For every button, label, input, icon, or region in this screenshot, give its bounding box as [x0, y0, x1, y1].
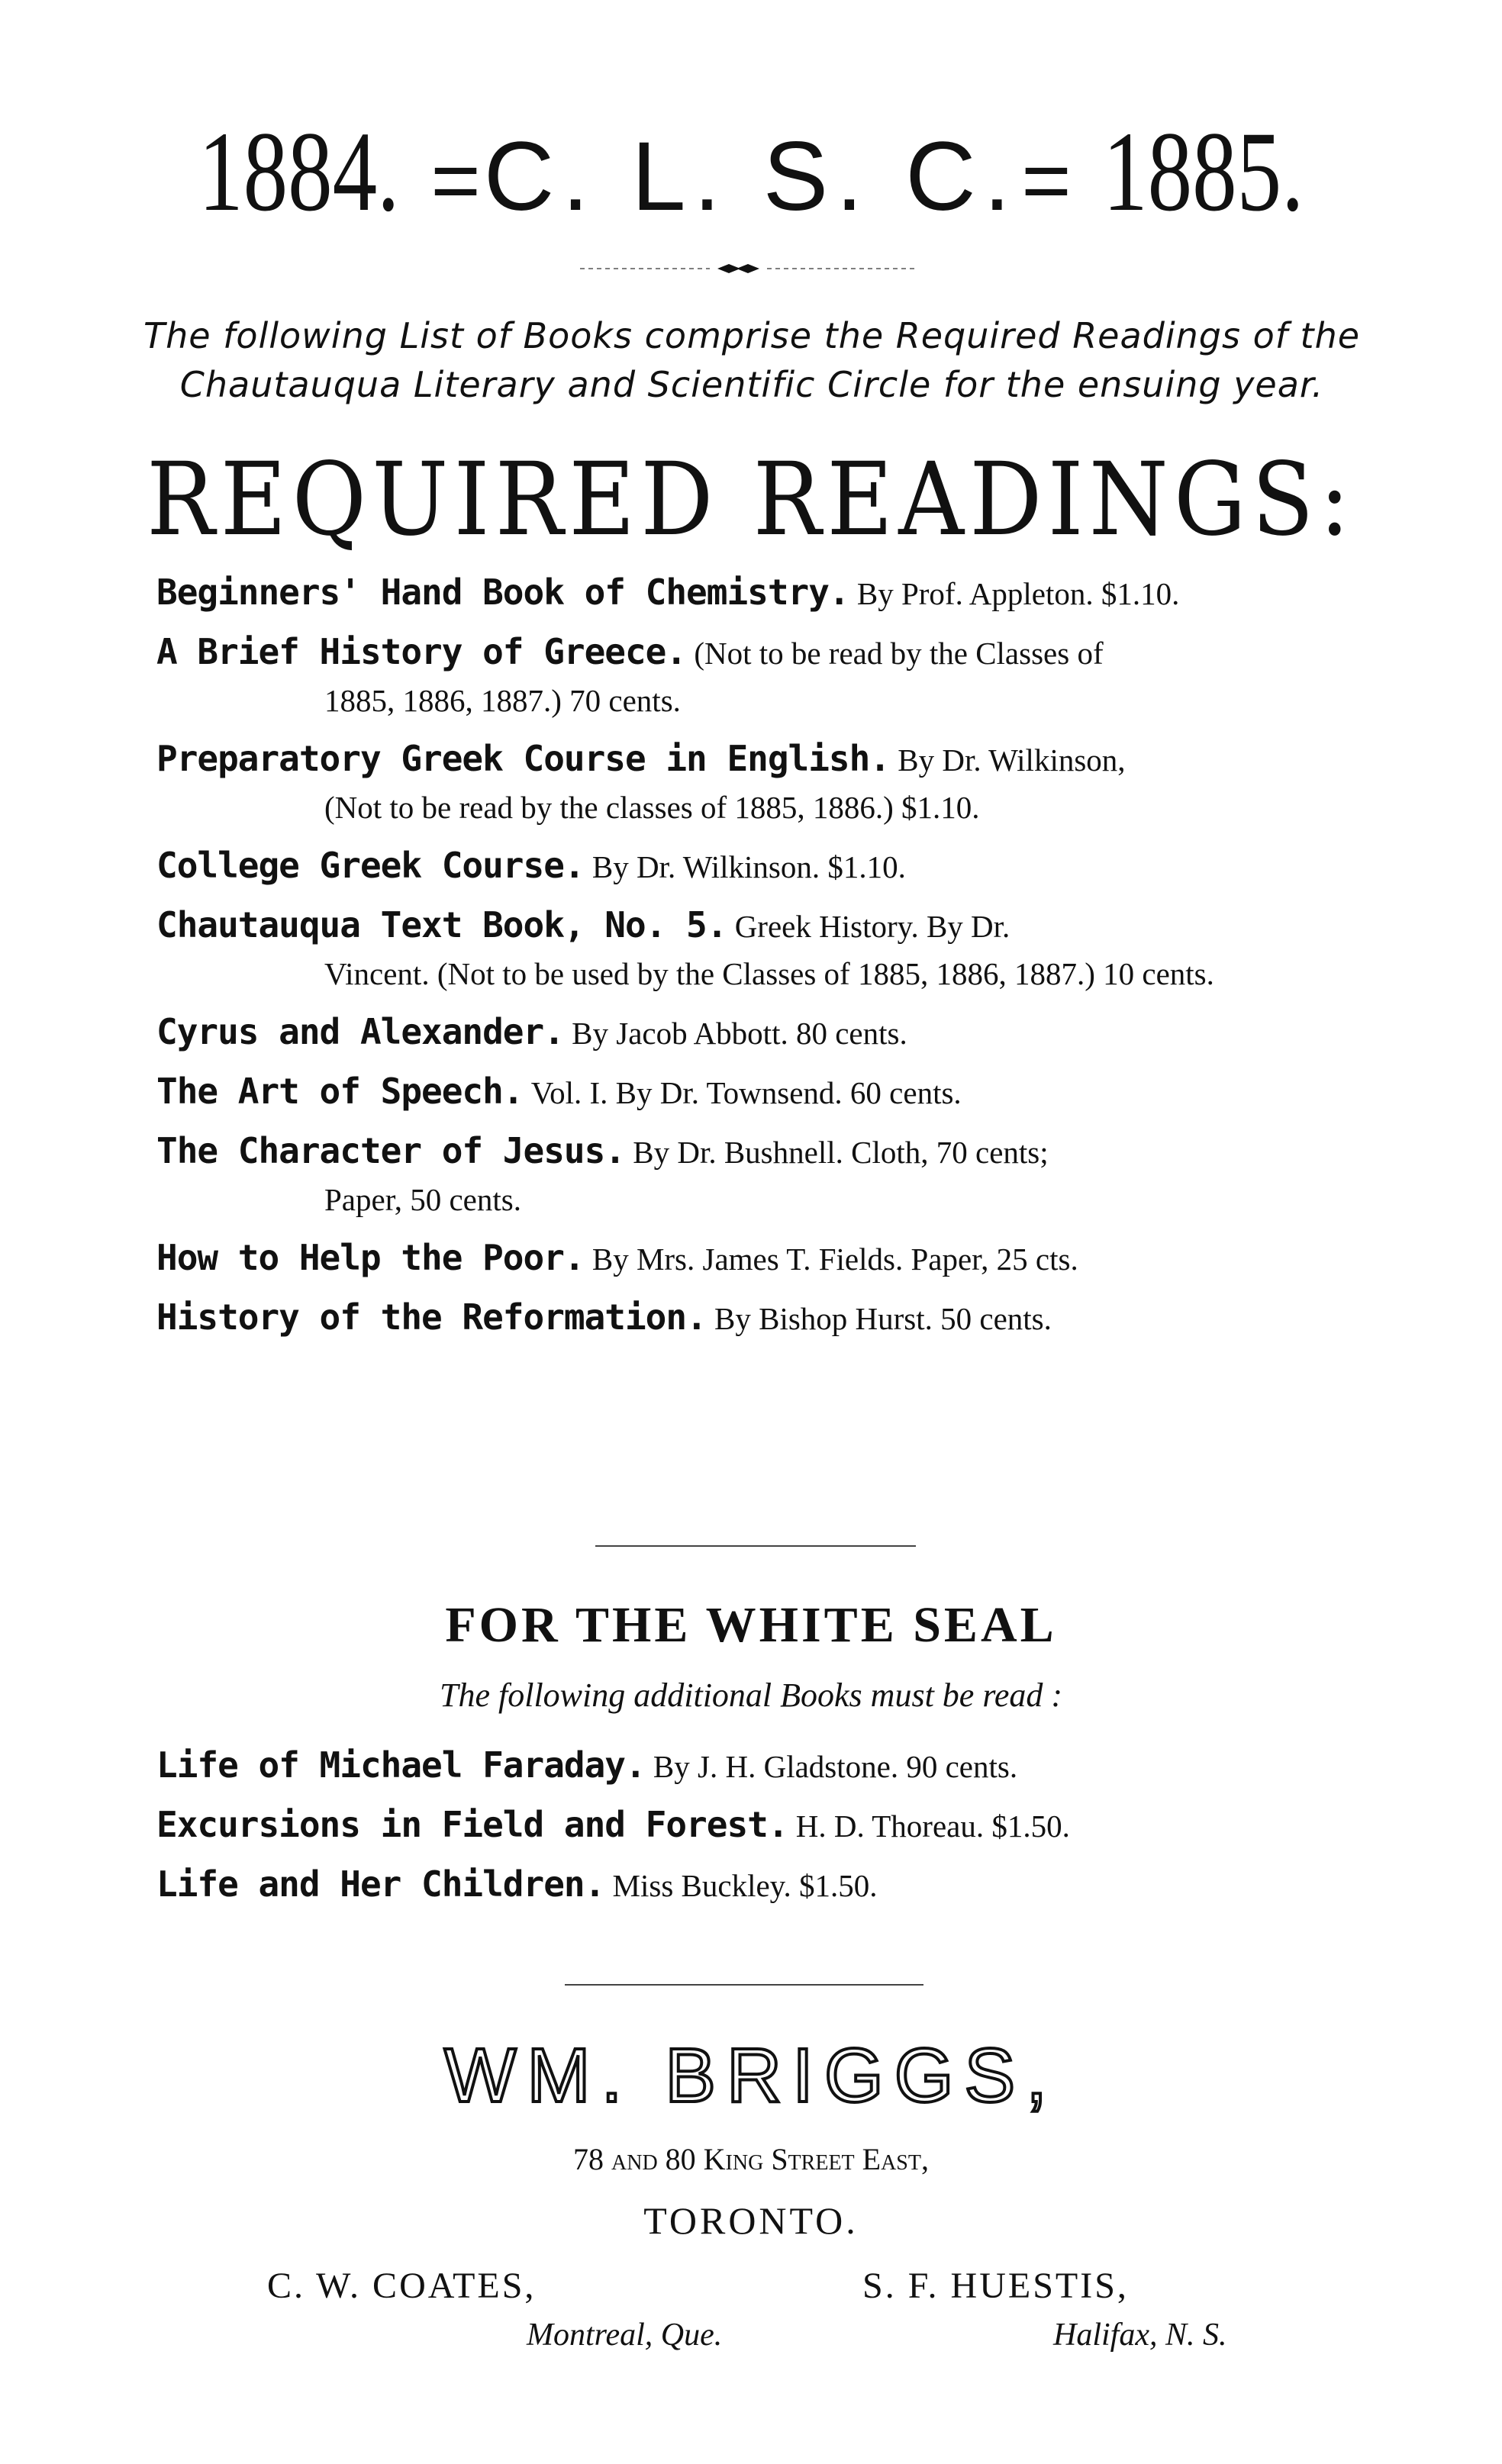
book-details: H. D. Thoreau. $1.50. [795, 1809, 1070, 1844]
publisher-name [0, 2030, 1502, 2121]
book-details: Greek History. By Dr. [734, 909, 1010, 944]
book-title: Excursions in Field and Forest. [156, 1804, 788, 1845]
intro-text [137, 311, 1366, 409]
header-year-start: 1884. [198, 108, 400, 235]
header-society: C. L. S. C. [483, 122, 1019, 231]
book-entry [156, 1860, 1370, 1909]
book-title: Life of Michael Faraday. [156, 1744, 646, 1786]
book-details: By Bishop Hurst. 50 cents. [714, 1301, 1052, 1336]
book-details: By Jacob Abbott. 80 cents. [572, 1016, 907, 1051]
book-entry [156, 1127, 1370, 1223]
required-books-list [156, 568, 1370, 1353]
section-divider [595, 1545, 916, 1547]
publisher-name-text: WM. BRIGGS, [444, 2033, 1058, 2118]
agent-halifax [862, 2262, 1397, 2359]
book-entry [156, 1293, 1370, 1342]
book-title: How to Help the Poor. [156, 1237, 585, 1278]
white-seal-note: The following additional Books must be read : [440, 1676, 1062, 1714]
book-details-continued: Vincent. (Not to be used by the Classes of 1885, 1886, 1887.) 10 cents. [324, 956, 1214, 991]
book-entry [156, 1741, 1370, 1790]
book-details: By Prof. Appleton. $1.10. [856, 576, 1180, 611]
publisher-address: 78 and 80 King Street East, [573, 2142, 929, 2176]
white-seal-heading: FOR THE WHITE SEAL [445, 1597, 1057, 1653]
ornament-divider [580, 261, 916, 276]
book-details-continued: 1885, 1886, 1887.) 70 cents. [324, 683, 681, 718]
book-details: By Dr. Wilkinson. $1.10. [591, 849, 906, 884]
book-entry [156, 1801, 1370, 1850]
book-details: By Dr. Wilkinson, [898, 742, 1126, 778]
book-details-continued: Paper, 50 cents. [324, 1182, 521, 1217]
book-details: By Dr. Bushnell. Cloth, 70 cents; [633, 1135, 1049, 1170]
header-separator-right: = [1021, 133, 1072, 228]
book-title: A Brief History of Greece. [156, 631, 687, 672]
page-header [0, 108, 1502, 238]
book-entry [156, 1008, 1370, 1057]
book-title: History of the Reformation. [156, 1296, 707, 1338]
agent-montreal [267, 2262, 801, 2359]
book-entry [156, 628, 1370, 724]
book-entry [156, 842, 1370, 891]
book-title: Beginners' Hand Book of Chemistry. [156, 572, 849, 613]
white-seal-books-list [156, 1741, 1370, 1920]
book-details: By Mrs. James T. Fields. Paper, 25 cts. [591, 1242, 1078, 1277]
agent-place: Halifax, N. S. [1053, 2317, 1227, 2353]
book-details: Vol. I. By Dr. Townsend. 60 cents. [530, 1075, 962, 1110]
book-title: Cyrus and Alexander. [156, 1011, 564, 1052]
book-title: The Character of Jesus. [156, 1130, 625, 1171]
book-details: By J. H. Gladstone. 90 cents. [653, 1749, 1018, 1784]
intro-line-1: The following List of Books comprise the Required Readings of the [143, 315, 1361, 356]
book-details: Miss Buckley. $1.50. [612, 1868, 878, 1903]
book-title: Life and Her Children. [156, 1863, 605, 1905]
header-separator-left: = [430, 133, 481, 228]
agent-name: S. F. HUESTIS, [862, 2266, 1129, 2306]
book-title: The Art of Speech. [156, 1071, 524, 1112]
intro-line-2: Chautauqua Literary and Scientific Circle for the ensuing year. [179, 364, 1324, 405]
agent-name: C. W. COATES, [267, 2266, 537, 2306]
agent-place: Montreal, Que. [527, 2317, 723, 2353]
book-entry [156, 735, 1370, 831]
book-entry [156, 901, 1370, 997]
book-title: College Greek Course. [156, 845, 585, 886]
book-details-continued: (Not to be read by the classes of 1885, 1886.) $1.10. [324, 790, 980, 825]
book-title: Chautauqua Text Book, No. 5. [156, 904, 727, 945]
section-divider [565, 1984, 923, 1986]
book-entry [156, 1068, 1370, 1116]
book-title: Preparatory Greek Course in English. [156, 738, 890, 779]
header-year-end: 1885. [1102, 108, 1304, 235]
page-title: REQUIRED READINGS: [147, 441, 1355, 559]
book-entry [156, 1234, 1370, 1283]
book-entry [156, 568, 1370, 617]
book-details: (Not to be read by the Classes of [694, 636, 1104, 671]
publisher-city: TORONTO. [643, 2199, 859, 2242]
